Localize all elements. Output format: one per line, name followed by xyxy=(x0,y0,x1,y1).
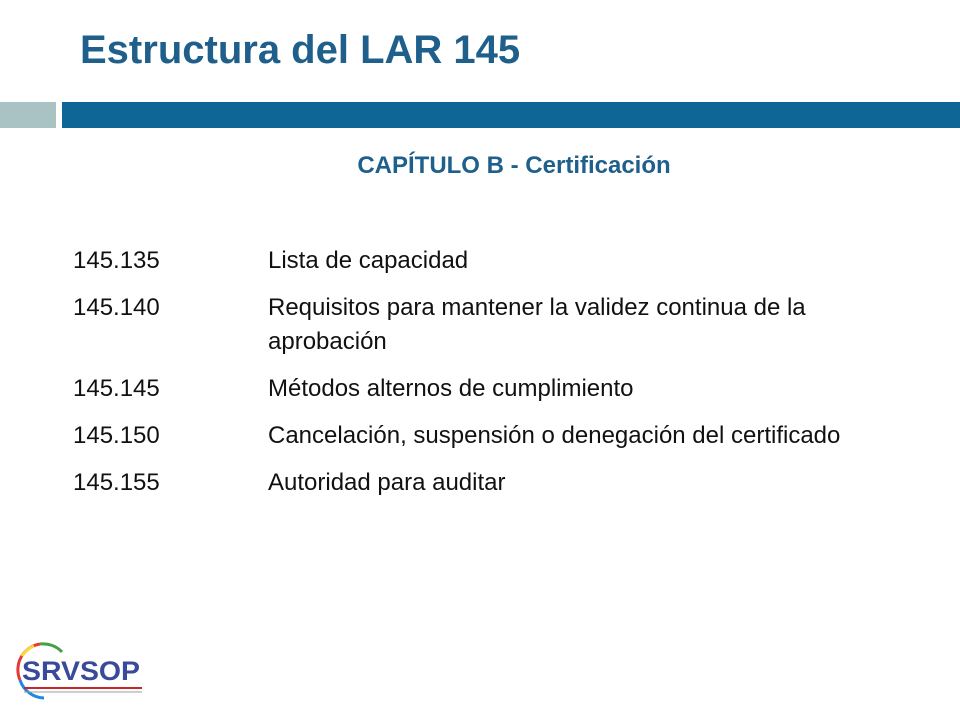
accent-bar-main xyxy=(62,102,960,128)
list-item xyxy=(73,244,893,278)
section-description: Métodos alternos de cumplimiento xyxy=(268,375,634,402)
slide-title: Estructura del LAR 145 xyxy=(80,28,521,72)
list-item xyxy=(73,372,893,406)
list-item xyxy=(73,291,893,359)
list-item xyxy=(73,466,893,500)
section-code: 145.155 xyxy=(73,469,160,496)
section-list xyxy=(73,244,893,513)
accent-bar-left xyxy=(0,102,56,128)
section-description: Cancelación, suspensión o denegación del certificado xyxy=(268,422,841,449)
chapter-heading-text: CAPÍTULO B - Certificación xyxy=(357,152,671,179)
chapter-heading xyxy=(0,148,960,184)
section-description: Requisitos para mantener la validez continua de la aprobación xyxy=(268,294,806,355)
section-code: 145.145 xyxy=(73,375,160,402)
srvsop-logo xyxy=(10,636,150,704)
section-code: 145.135 xyxy=(73,247,160,274)
section-code: 145.140 xyxy=(73,294,160,321)
list-item xyxy=(73,419,893,453)
section-code: 145.150 xyxy=(73,422,160,449)
section-description: Lista de capacidad xyxy=(268,247,469,274)
logo-wordmark: SRVSOP xyxy=(22,656,140,686)
section-description: Autoridad para auditar xyxy=(268,469,506,496)
